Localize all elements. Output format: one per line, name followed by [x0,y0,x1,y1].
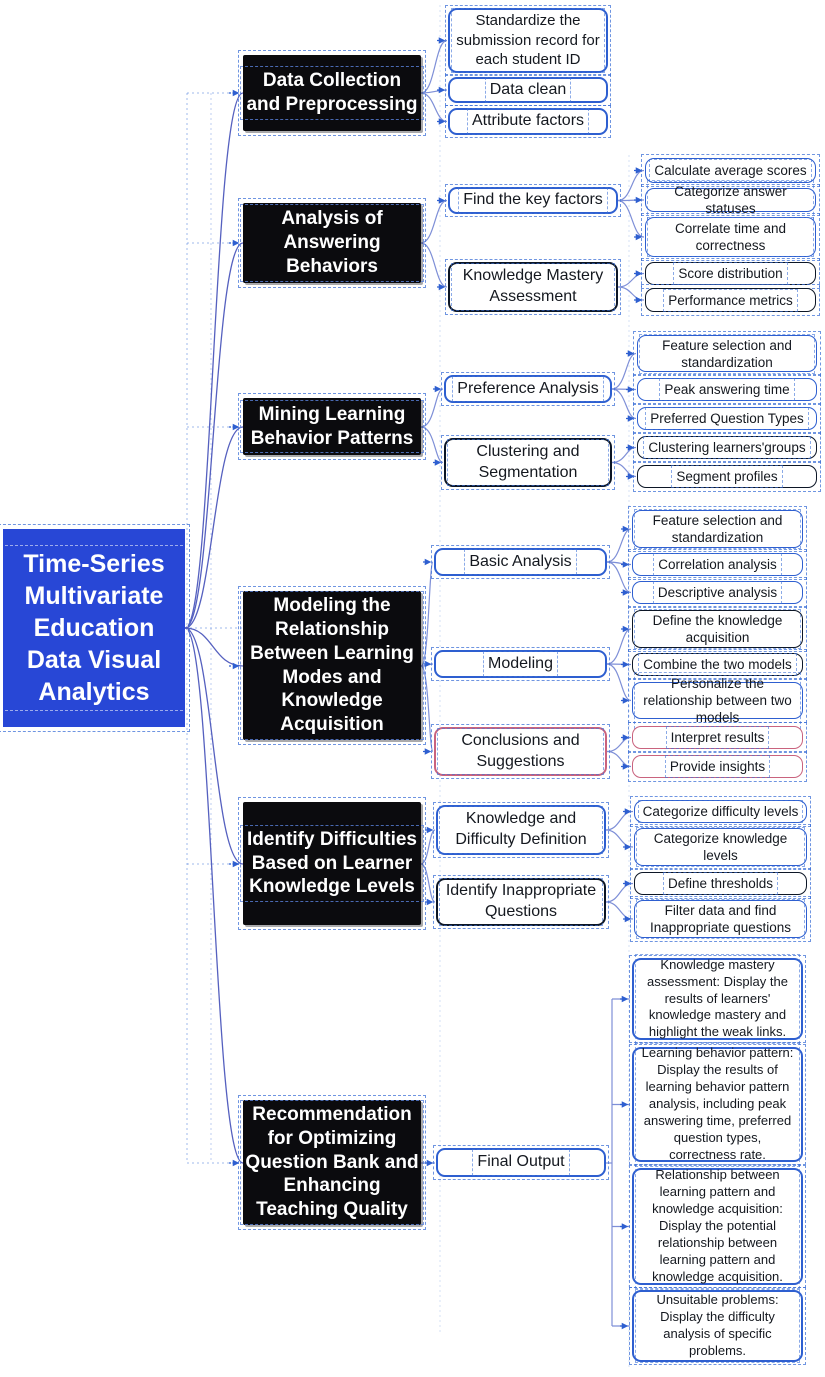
node-label: Standardize the submission record for each student ID [454,11,602,70]
node-clustering-segmentation[interactable] [444,438,612,487]
node-preference-analysis[interactable] [444,375,612,403]
node-preferred-question-types[interactable] [637,407,817,430]
node-label: Score distribution [678,266,783,281]
node-score-distribution[interactable] [645,262,816,285]
node-label: Final Output [475,1152,566,1173]
node-label: Knowledge Mastery Assessment [454,266,612,308]
root-node[interactable] [3,529,185,727]
node-label: Data clean [488,80,569,101]
node-categorize-knowledge-levels[interactable] [634,828,807,866]
node-label: Define the knowledge acquisition [637,612,798,646]
node-label: Interpret results [670,730,765,745]
node-label: Categorize knowledge levels [639,830,802,864]
node-label: Segment profiles [676,469,778,484]
node-knowledge-difficulty-definition[interactable] [436,805,606,855]
node-label: Performance metrics [668,292,793,308]
node-define-knowledge-acquisition[interactable] [632,610,803,648]
node-label: Descriptive analysis [657,585,778,600]
node-output-learning-behavior-pattern[interactable] [632,1047,803,1162]
node-filter-data-inappropriate[interactable] [634,900,807,938]
node-feature-selection-standardization-1[interactable] [637,335,817,372]
node-label: Conclusions and Suggestions [440,731,601,773]
node-label: Relationship between learning pattern and knowledge acquisition: Display the potential relationship between learning pattern and knowledge acquisition. [638,1167,797,1285]
node-output-relationship-pattern-acquisition[interactable] [632,1168,803,1285]
node-segment-profiles[interactable] [637,465,817,488]
node-label: Knowledge mastery assessment: Display the results of learners' knowledge mastery and highlight the weak links. [638,957,797,1041]
branch-recommendation-optimizing[interactable] [243,1100,421,1225]
node-label: Peak answering time [664,382,790,397]
node-clustering-learners-groups[interactable] [637,436,817,459]
node-categorize-answer-statuses[interactable] [645,184,816,216]
node-identify-inappropriate-questions[interactable] [436,878,606,926]
branch-label: Analysis of Answering Behaviors [243,207,421,279]
node-provide-insights[interactable] [632,755,803,778]
node-label: Unsuitable problems: Display the difficulty analysis of specific problems. [638,1292,797,1360]
node-personalize-relationship[interactable] [632,676,803,725]
node-label: Preferred Question Types [650,411,804,426]
branch-data-collection-preprocessing[interactable] [243,55,421,131]
node-categorize-difficulty-levels[interactable] [634,800,807,823]
branch-mining-learning-behavior-patterns[interactable] [243,398,421,455]
node-output-knowledge-mastery[interactable] [632,958,803,1040]
node-label: Filter data and find Inappropriate questions [639,902,802,936]
branch-modeling-relationship[interactable] [243,591,421,740]
node-label: Categorize difficulty levels [642,804,799,819]
node-label: Clustering learners'groups [648,440,806,455]
node-label: Knowledge and Difficulty Definition [442,809,600,851]
node-descriptive-analysis[interactable] [632,581,803,604]
node-label: Feature selection and standardization [637,512,798,546]
node-correlate-time-correctness[interactable] [645,217,816,257]
node-label: Correlate time and correctness [650,220,811,254]
branch-label: Data Collection and Preprocessing [243,69,421,117]
node-performance-metrics[interactable] [645,288,816,312]
node-label: Combine the two models [643,657,792,672]
node-label: Clustering and Segmentation [450,442,606,484]
node-label: Find the key factors [461,190,605,211]
node-label: Preference Analysis [455,379,600,400]
node-label: Feature selection and standardization [642,337,812,371]
node-label: Basic Analysis [467,552,573,573]
node-label: Correlation analysis [658,557,777,572]
branch-identify-difficulties[interactable] [243,802,421,925]
node-interpret-results[interactable] [632,726,803,749]
node-label: Personalize the relationship between two models [637,675,798,726]
node-standardize-submission-record[interactable] [448,8,608,73]
node-feature-selection-standardization-2[interactable] [632,510,803,548]
node-attribute-factors[interactable] [448,108,608,135]
node-define-thresholds[interactable] [634,872,807,895]
node-label: Provide insights [669,759,766,774]
node-label: Attribute factors [470,111,586,132]
node-basic-analysis[interactable] [434,548,607,576]
node-label: Learning behavior pattern: Display the results of learning behavior pattern analysis, including peak answering time, preferred question types, correctness rate. [638,1045,797,1163]
node-label: Identify Inappropriate Questions [442,881,600,923]
node-label: Calculate average scores [654,163,807,178]
node-find-key-factors[interactable] [448,187,618,214]
node-label: Categorize answer statuses [650,183,811,217]
node-label: Modeling [486,654,555,675]
node-knowledge-mastery-assessment[interactable] [448,262,618,312]
node-modeling[interactable] [434,650,607,678]
node-combine-two-models[interactable] [632,653,803,676]
node-final-output[interactable] [436,1148,606,1177]
branch-analysis-answering-behaviors[interactable] [243,203,421,283]
node-conclusions-suggestions[interactable] [434,727,607,776]
branch-label: Mining Learning Behavior Patterns [243,403,421,451]
node-correlation-analysis[interactable] [632,553,803,576]
node-peak-answering-time[interactable] [637,378,817,401]
branch-label: Identify Difficulties Based on Learner Knowledge Levels [243,828,421,900]
node-calculate-average-scores[interactable] [645,158,816,183]
node-label: Define thresholds [667,876,774,891]
node-output-unsuitable-problems[interactable] [632,1290,803,1362]
node-data-clean[interactable] [448,77,608,103]
branch-label: Modeling the Relationship Between Learning Modes and Knowledge Acquisition [243,594,421,738]
branch-label: Recommendation for Optimizing Question Bank and Enhancing Teaching Quality [243,1103,421,1223]
root-label: Time-Series Multivariate Education Data Visual Analytics [3,548,185,708]
